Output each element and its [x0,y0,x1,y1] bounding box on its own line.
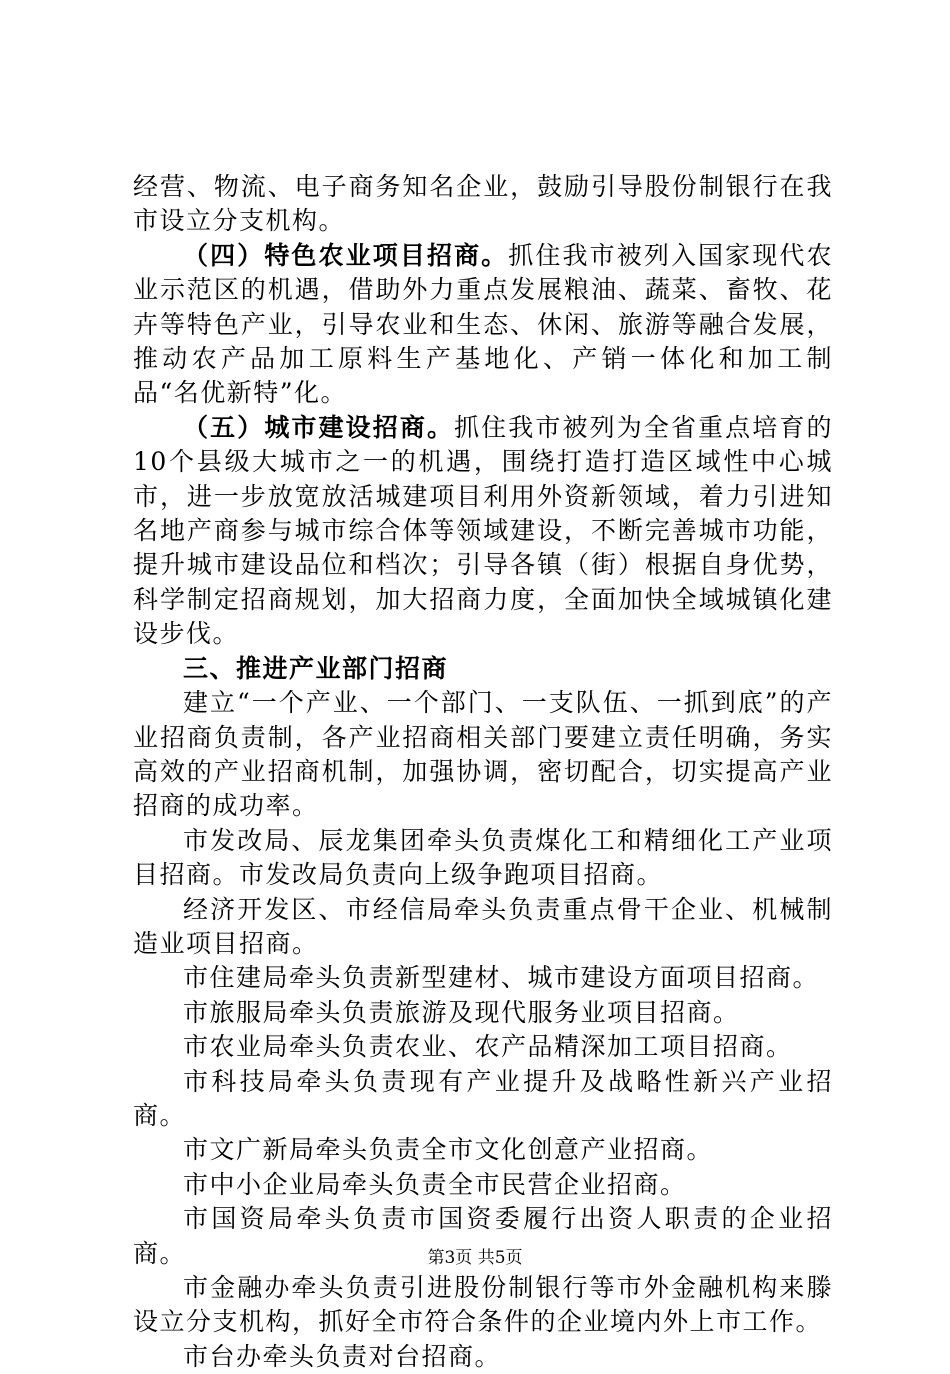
paragraph-science-technology-bureau: 市科技局牵头负责现有产业提升及战略性新兴产业招商。 [133,1066,833,1130]
page-number-footer: 第3页 共5页 [427,1248,523,1268]
section-lead-agriculture: （四）特色农业项目招商。 [183,240,509,270]
paragraph-continuation: 经营、物流、电子商务知名企业，鼓励引导股份制银行在我市设立分支机构。 [133,172,833,236]
paragraph-sme-bureau: 市中小企业局牵头负责全市民营企业招商。 [183,1169,687,1199]
document-body [133,170,833,1374]
paragraph-urban-construction-investment [133,411,833,652]
paragraph-taiwan-affairs-office: 市台办牵头负责对台招商。 [183,1341,502,1371]
paragraph-development-reform-bureau: 市发改局、辰龙集团牵头负责煤化工和精细化工产业项目招商。市发改局负责向上级争跑项目招商。 [133,825,833,890]
paragraph-urban-body: 抓住我市被列为全省重点培育的10个县级大城市之一的机遇，围绕打造打造区域性中心城市，进一步放宽放活城建项目利用外资新领域，着力引进知名地产商参与城市综合体等领域建设，不断完善城市功能，提升城市建设品位和档次；引导各镇（街）根据自身优势，科学制定招商规划，加大招商力度，全面加快全域城镇化建设步伐。 [133,412,833,649]
paragraph-finance-office: 市金融办牵头负责引进股份制银行等市外金融机构来滕设立分支机构，抓好全市符合条件的企业境内外上市工作。 [133,1273,833,1337]
paragraph-agriculture-body: 抓住我市被列入国家现代农业示范区的机遇，借助外力重点发展粮油、蔬菜、畜牧、花卉等特色产业，引导农业和生态、休闲、旅游等融合发展，推动农产品加工原料生产基地化、产销一体化和加工制品“名优新特”化。 [133,240,833,408]
paragraph-tourism-bureau: 市旅服局牵头负责旅游及现代服务业项目招商。 [183,997,740,1027]
paragraph-housing-construction-bureau: 市住建局牵头负责新型建材、城市建设方面项目招商。 [183,963,820,993]
section-heading-3: 三、推进产业部门招商 [183,653,449,683]
paragraph-agriculture-bureau: 市农业局牵头负责农业、农产品精深加工项目招商。 [183,1032,793,1062]
paragraph-agriculture-investment [133,239,833,411]
paragraph-state-assets-bureau: 市国资局牵头负责市国资委履行出资人职责的企业招商。 [133,1204,833,1268]
paragraph-culture-bureau: 市文广新局牵头负责全市文化创意产业招商。 [183,1135,714,1165]
section-lead-urban: （五）城市建设招商。 [183,412,455,442]
paragraph-economic-development-zone: 经济开发区、市经信局牵头负责重点骨干企业、机械制造业项目招商。 [133,894,833,958]
paragraph-responsibility-system: 建立“一个产业、一个部门、一支队伍、一抓到底”的产业招商负责制，各产业招商相关部门要建立责任明确，务实高效的产业招商机制，加强协调，密切配合，切实提高产业招商的成功率。 [133,688,833,821]
